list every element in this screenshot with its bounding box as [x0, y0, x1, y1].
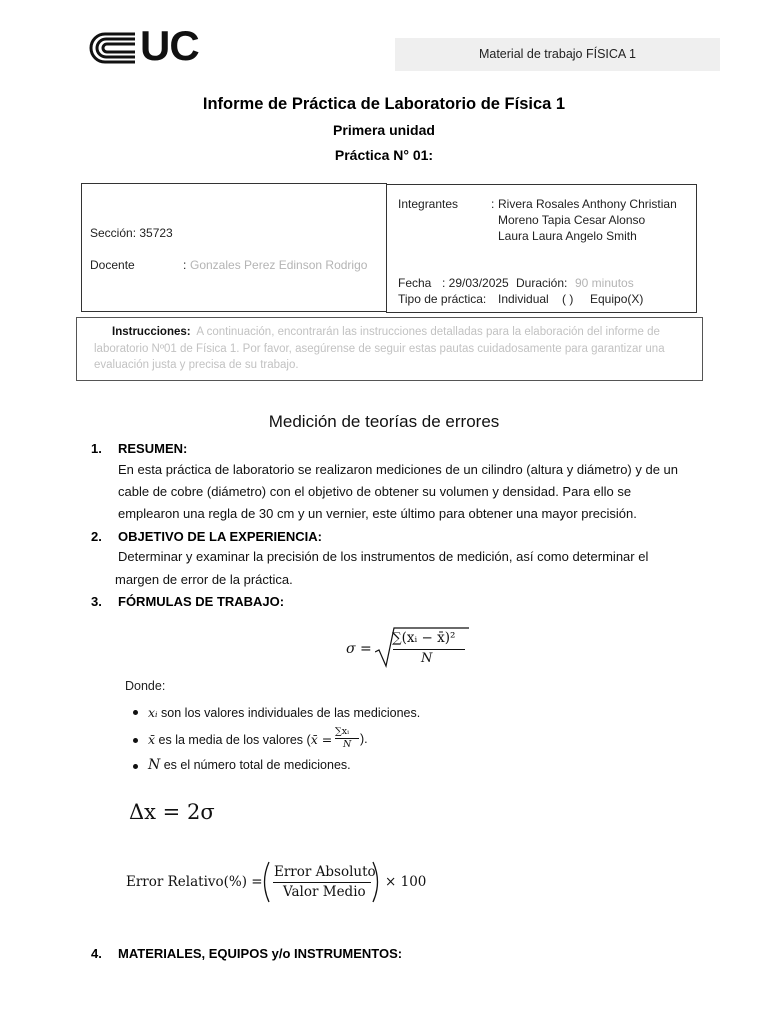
instructions-label: Instrucciones	[112, 326, 187, 338]
section-2-title: OBJETIVO DE LA EXPERIENCIA:	[118, 529, 322, 544]
report-unit: Primera unidad	[333, 122, 435, 138]
practice-type-label: Tipo de práctica:	[398, 292, 487, 306]
members-label: Integrantes	[398, 197, 459, 211]
section-1-line-3: emplearon una regla de 30 cm y un vernier, este último para obtener una mayor precisión.	[118, 506, 637, 521]
teacher-name: Gonzales Perez Edinson Rodrigo	[190, 258, 368, 272]
instructions-text	[94, 324, 694, 374]
practice-type-group: Equipo(X)	[590, 292, 644, 306]
relative-error-lhs: Error Relativo(%) =	[126, 874, 263, 890]
member-2: Moreno Tapia Cesar Alonso	[498, 213, 646, 227]
section-4-number: 4.	[91, 946, 102, 961]
members-sep: :	[491, 197, 495, 211]
section-1-number: 1.	[91, 441, 102, 456]
delta-formula: Δx = 2σ	[129, 800, 215, 824]
member-1: Rivera Rosales Anthony Christian	[498, 197, 677, 211]
date-value: : 29/03/2025	[442, 276, 509, 290]
info-box-left	[81, 183, 387, 312]
section-2-number: 2.	[91, 529, 102, 544]
bullet-2-frac-num: ∑xᵢ	[335, 726, 350, 737]
section-1-line-2: cable de cobre (diámetro) con el objetivo de obtener su volumen y densidad. Para ello se	[118, 484, 632, 499]
logo-text: UC	[140, 22, 199, 69]
sigma-numerator: ∑(xᵢ − x̄)²	[392, 630, 456, 646]
section-2-line-1: Determinar y examinar la precisión de los instrumentos de medición, así como determinar el	[118, 549, 649, 564]
bullet-1: xᵢ son los valores individuales de las mediciones.	[148, 705, 421, 720]
section-number: Sección: 35723	[90, 226, 173, 240]
report-practice: Práctica N° 01:	[334, 147, 434, 163]
bullet-dot	[133, 738, 138, 743]
member-3: Laura Laura Angelo Smith	[498, 229, 637, 243]
bullet-2-tail: ).	[360, 732, 368, 746]
teacher-label: Docente	[90, 258, 135, 272]
date-label: Fecha	[398, 276, 432, 290]
header-material-bar	[395, 38, 720, 71]
duration-value: 90 minutos	[575, 276, 634, 290]
practice-type-individual-checkbox[interactable]: ( )	[562, 292, 574, 306]
sigma-lhs: σ =	[346, 641, 372, 657]
section-1-line-1: En esta práctica de laboratorio se realizaron mediciones de un cilindro (altura y diámetro) y de un	[118, 462, 679, 477]
relative-error-fraction-bar	[273, 882, 371, 883]
duration-label: Duración:	[516, 276, 568, 290]
instructions-colon: :	[186, 326, 191, 338]
document-heading: Medición de teorías de errores	[268, 412, 500, 431]
bullet-2-frac-den: N	[343, 739, 352, 750]
section-3-title: FÓRMULAS DE TRABAJO:	[118, 594, 285, 609]
bullet-dot	[133, 764, 138, 769]
relative-error-denominator: Valor Medio	[283, 884, 366, 900]
relative-error-numerator: Error Absoluto	[274, 864, 376, 880]
section-1-title: RESUMEN:	[118, 441, 188, 456]
sigma-fraction-bar	[393, 649, 465, 650]
donde-label: Donde:	[125, 679, 166, 693]
relative-error-tail: × 100	[385, 874, 427, 890]
bullet-2: x̄ es la media de los valores (x̄ =	[148, 732, 333, 747]
report-title: Informe de Práctica de Laboratorio de Física 1	[202, 95, 566, 113]
bullet-dot	[133, 710, 138, 715]
bullet-3: N es el número total de mediciones.	[148, 757, 351, 773]
section-4-title: MATERIALES, EQUIPOS y/o INSTRUMENTOS:	[118, 946, 403, 961]
practice-type-individual: Individual	[498, 292, 549, 306]
sigma-denominator: N	[421, 651, 433, 666]
teacher-sep: :	[183, 258, 187, 272]
header-material-text: Material de trabajo FÍSICA 1	[478, 47, 636, 61]
section-2-line-2: margen de error de la práctica.	[115, 572, 293, 587]
instructions-body: A continuación, encontrarán las instrucciones detalladas para la elaboración del informe de laboratorio Nº01 de Física 1. Por favor, asegúrense de seguir estas pautas cuidadosamente para garantizar una evaluación justa y precisa de su trabajo.	[94, 326, 665, 371]
section-3-number: 3.	[91, 594, 102, 609]
